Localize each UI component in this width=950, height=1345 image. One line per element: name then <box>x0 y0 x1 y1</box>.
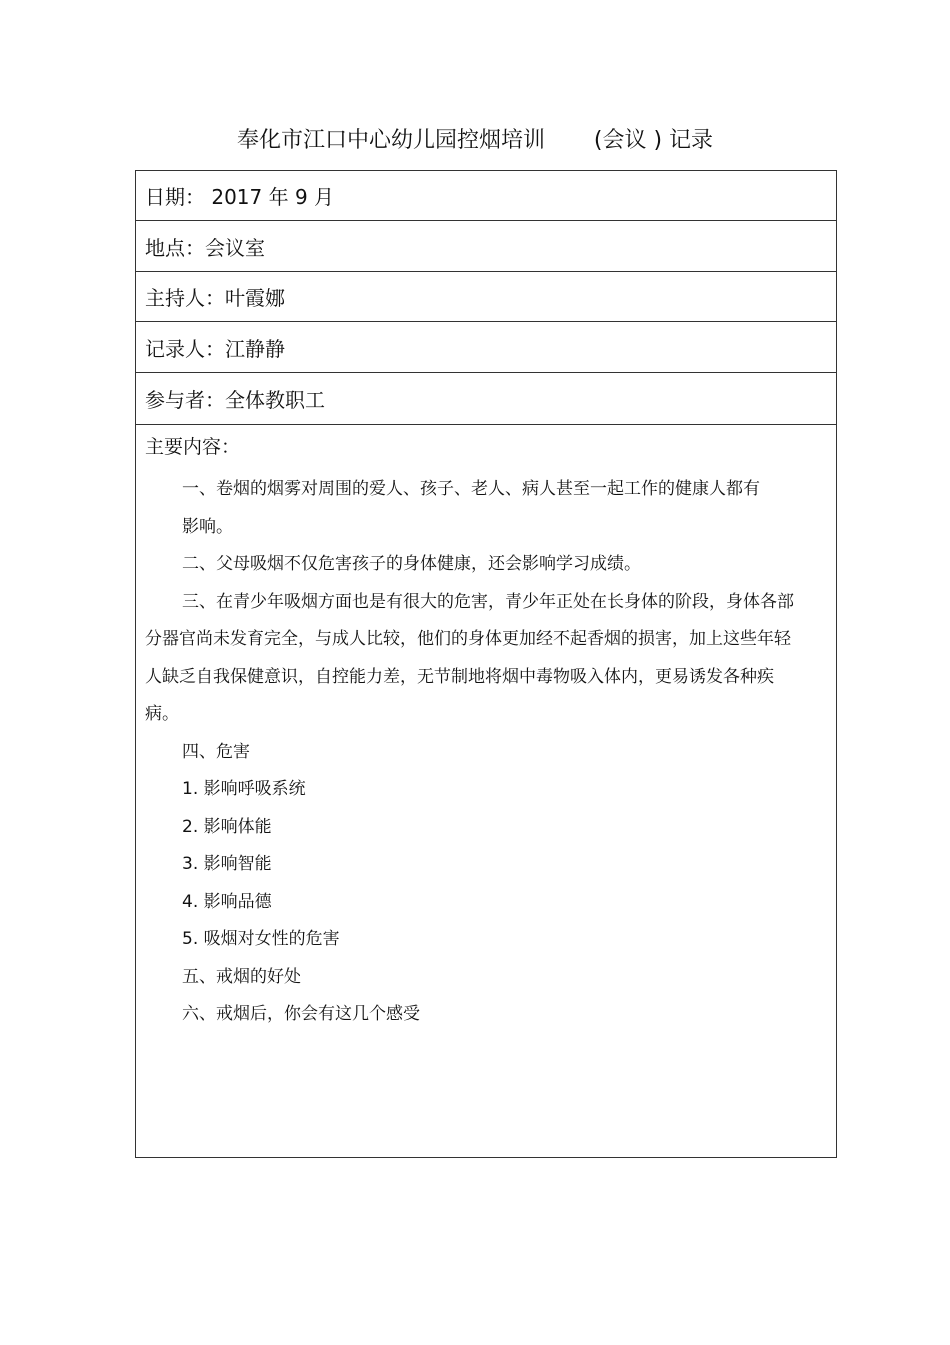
recorder-row <box>136 322 836 373</box>
content-heading: 主要内容： <box>145 436 241 458</box>
paragraph-1-line-1: 一、卷烟的烟雾对周围的爱人、孩子、老人、病人甚至一起工作的健康人都有 <box>182 479 760 499</box>
paragraph-1-line-2: 影响。 <box>182 516 233 537</box>
participants-field: 参与者：全体教职工 <box>145 388 325 412</box>
harm-item-1: 1. 影响呼吸系统 <box>182 779 306 799</box>
harm-item-3: 3. 影响智能 <box>182 854 272 874</box>
document-title: 奉化市江口中心幼儿园控烟培训 (会议 ) 记录 <box>236 128 714 153</box>
record-table <box>135 170 837 1158</box>
date-row <box>136 171 836 221</box>
harm-item-2: 2. 影响体能 <box>182 816 272 837</box>
place-row <box>136 221 836 272</box>
section-5-heading: 五、戒烟的好处 <box>182 966 301 987</box>
paragraph-2: 二、父母吸烟不仅危害孩子的身体健康，还会影响学习成绩。 <box>182 554 641 574</box>
section-6-heading: 六、戒烟后，你会有这几个感受 <box>182 1004 420 1024</box>
harm-item-5: 5. 吸烟对女性的危害 <box>182 929 340 949</box>
paragraph-3: 三、在青少年吸烟方面也是有很大的危害，青少年正处在长身体的阶段，身体各部分器官尚未发育完全，与成人比较，他们的身体更加经不起香烟的损害，加上这些年轻人缺乏自我保健意识，自控能力差，无节制地将烟中毒物吸入体内，更易诱发各种疾病。 <box>145 591 794 724</box>
main-content-cell <box>136 425 836 1034</box>
date-field: 日期： 2017 年 9 月 <box>145 185 335 209</box>
host-row <box>136 272 836 322</box>
participants-row <box>136 373 836 425</box>
harm-item-4: 4. 影响品德 <box>182 891 272 912</box>
section-4-heading: 四、危害 <box>182 741 250 762</box>
recorder-field: 记录人：江静静 <box>145 336 285 361</box>
host-field: 主持人：叶霞娜 <box>145 286 285 310</box>
place-field: 地点：会议室 <box>145 235 265 260</box>
